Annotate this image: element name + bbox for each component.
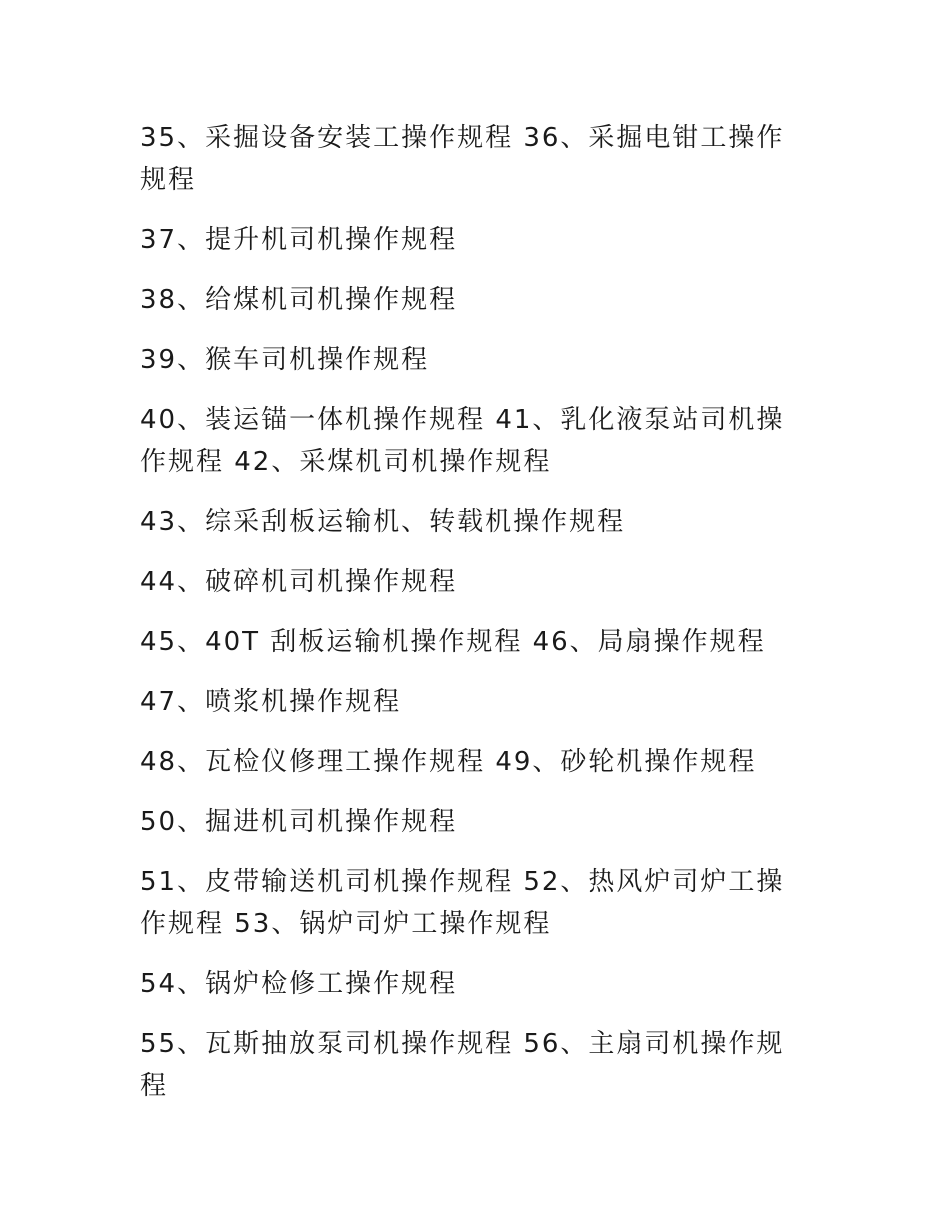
paragraph-37: 37、提升机司机操作规程 — [140, 225, 458, 255]
paragraph-44: 44、破碎机司机操作规程 — [140, 567, 458, 597]
paragraph-39: 39、猴车司机操作规程 — [140, 345, 430, 375]
document-body — [140, 117, 810, 1125]
paragraph-35-36: 35、采掘设备安装工操作规程 36、采掘电钳工操作规程 — [140, 123, 785, 195]
paragraph-55-56: 55、瓦斯抽放泵司机操作规程 56、主扇司机操作规程 — [140, 1029, 785, 1101]
paragraph-43: 43、综采刮板运输机、转载机操作规程 — [140, 507, 626, 537]
paragraph-51-53: 51、皮带输送机司机操作规程 52、热风炉司炉工操作规程 53、锅炉司炉工操作规程 — [140, 867, 785, 939]
paragraph-50: 50、掘进机司机操作规程 — [140, 807, 458, 837]
paragraph-47: 47、喷浆机操作规程 — [140, 687, 402, 717]
paragraph-38: 38、给煤机司机操作规程 — [140, 285, 458, 315]
paragraph-54: 54、锅炉检修工操作规程 — [140, 969, 458, 999]
paragraph-45-46: 45、40T 刮板运输机操作规程 46、局扇操作规程 — [140, 627, 766, 657]
paragraph-40-42: 40、装运锚一体机操作规程 41、乳化液泵站司机操作规程 42、采煤机司机操作规程 — [140, 405, 785, 477]
paragraph-48-49: 48、瓦检仪修理工操作规程 49、砂轮机操作规程 — [140, 747, 757, 777]
